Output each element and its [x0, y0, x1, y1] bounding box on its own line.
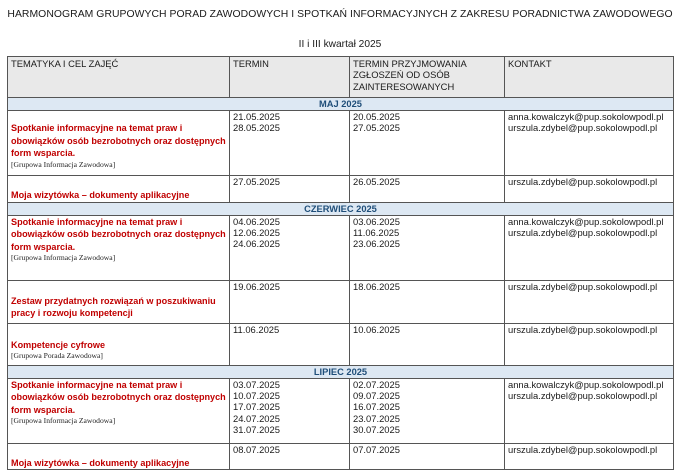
contact-email: anna.kowalczyk@pup.sokolowpodl.pl — [508, 111, 664, 122]
application-deadline: 07.07.2025 — [353, 443, 400, 455]
topic-cell — [8, 176, 230, 203]
column-header-contact: KONTAKT — [505, 57, 674, 98]
topic-cell — [8, 280, 230, 323]
topic-title: Spotkanie informacyjne na temat praw i obowiązków osób bezrobotnych oraz dostępnych form wsparcia. — [11, 216, 226, 252]
topic-form: [Grupowa Informacja Zawodowa] — [11, 253, 116, 263]
month-header: LIPIEC 2025 — [8, 365, 674, 378]
application-deadline: 11.06.2025 — [353, 227, 400, 238]
contact-email-cell — [505, 378, 674, 443]
session-date-cell — [230, 443, 350, 470]
contact-email: urszula.zdybel@pup.sokolowpodl.pl — [508, 443, 658, 455]
contact-email: urszula.zdybel@pup.sokolowpodl.pl — [508, 227, 658, 238]
month-header-row — [8, 98, 674, 111]
session-date: 17.07.2025 — [233, 401, 280, 413]
contact-email: anna.kowalczyk@pup.sokolowpodl.pl — [508, 215, 664, 227]
table-body — [8, 98, 674, 470]
column-header-topic: TEMATYKA I CEL ZAJĘĆ — [8, 57, 230, 98]
contact-email: urszula.zdybel@pup.sokolowpodl.pl — [508, 176, 658, 187]
contact-email: urszula.zdybel@pup.sokolowpodl.pl — [508, 323, 658, 335]
contact-email-cell — [505, 111, 674, 176]
contact-email: urszula.zdybel@pup.sokolowpodl.pl — [508, 122, 658, 134]
contact-email-cell — [505, 176, 674, 203]
session-date: 10.07.2025 — [233, 390, 280, 401]
table-row — [8, 280, 674, 323]
application-deadline: 09.07.2025 — [353, 390, 400, 401]
page-subtitle: II i III kwartał 2025 — [298, 39, 382, 50]
session-date: 11.06.2025 — [233, 323, 280, 335]
topic-title: Spotkanie informacyjne na temat praw i obowiązków osób bezrobotnych oraz dostępnych form wsparcia. — [11, 123, 226, 159]
application-deadline: 23.06.2025 — [353, 238, 400, 250]
session-date-cell — [230, 111, 350, 176]
topic-form: [Grupowa Informacja Zawodowa] — [11, 159, 116, 169]
application-deadline-cell — [350, 176, 505, 203]
session-date: 24.07.2025 — [233, 412, 280, 424]
topic-cell — [8, 378, 230, 443]
application-deadline-cell — [350, 378, 505, 443]
topic-cell — [8, 215, 230, 280]
table-row — [8, 215, 674, 280]
table-row — [8, 378, 674, 443]
topic-cell — [8, 111, 230, 176]
contact-email: anna.kowalczyk@pup.sokolowpodl.pl — [508, 378, 664, 390]
session-date-cell — [230, 176, 350, 203]
table-row — [8, 443, 674, 470]
contact-email-cell — [505, 443, 674, 470]
table-row — [8, 323, 674, 365]
contact-email-cell — [505, 215, 674, 280]
application-deadline-cell — [350, 111, 505, 176]
month-header-row — [8, 365, 674, 378]
session-date: 03.07.2025 — [233, 378, 280, 390]
topic-title: Kompetencje cyfrowe — [11, 339, 105, 350]
application-deadline-cell — [350, 443, 505, 470]
contact-email: urszula.zdybel@pup.sokolowpodl.pl — [508, 390, 658, 401]
session-date-cell — [230, 215, 350, 280]
column-header-date: TERMIN — [230, 57, 350, 98]
session-date-cell — [230, 280, 350, 323]
month-header-row — [8, 202, 674, 215]
application-deadline: 03.06.2025 — [353, 215, 400, 227]
application-deadline: 23.07.2025 — [353, 412, 400, 424]
session-date: 12.06.2025 — [233, 227, 280, 238]
table-row — [8, 176, 674, 203]
topic-title: Spotkanie informacyjne na temat praw i obowiązków osób bezrobotnych oraz dostępnych form wsparcia. — [11, 379, 226, 415]
contact-email: urszula.zdybel@pup.sokolowpodl.pl — [508, 280, 658, 292]
topic-form: [Grupowa Informacja Zawodowa] — [11, 416, 116, 426]
topic-form: [Grupowa Porada Zawodowa] — [11, 351, 103, 361]
topic-title: Moja wizytówka – dokumenty aplikacyjne — [11, 190, 190, 200]
session-date: 04.06.2025 — [233, 215, 280, 227]
application-deadline-cell — [350, 215, 505, 280]
topic-cell — [8, 323, 230, 365]
table-header-row — [8, 57, 674, 98]
application-deadline: 20.05.2025 — [353, 111, 400, 122]
session-date: 27.05.2025 — [233, 176, 280, 187]
schedule-table — [7, 56, 674, 470]
session-date-cell — [230, 378, 350, 443]
application-deadline-cell — [350, 280, 505, 323]
application-deadline: 18.06.2025 — [353, 280, 400, 292]
page-title: HARMONOGRAM GRUPOWYCH PORAD ZAWODOWYCH I SPOTKAŃ INFORMACYJNYCH Z ZAKRESU PORADNICTWA ZAWODOWEGO — [7, 9, 673, 20]
topic-title: Moja wizytówka – dokumenty aplikacyjne — [11, 457, 190, 468]
application-deadline: 02.07.2025 — [353, 378, 400, 390]
application-deadline: 26.05.2025 — [353, 176, 400, 187]
month-header: CZERWIEC 2025 — [8, 202, 674, 215]
application-deadline: 16.07.2025 — [353, 401, 400, 413]
session-date: 28.05.2025 — [233, 122, 280, 134]
application-deadline-cell — [350, 323, 505, 365]
application-deadline: 30.07.2025 — [353, 424, 400, 436]
topic-title: Zestaw przydatnych rozwiązań w poszukiwaniu pracy i rozwoju kompetencji — [11, 295, 216, 319]
session-date: 08.07.2025 — [233, 443, 280, 455]
session-date: 21.05.2025 — [233, 111, 280, 122]
column-header-deadline: TERMIN PRZYJMOWANIA ZGŁOSZEŃ OD OSÓB ZAINTERESOWANYCH — [350, 57, 505, 98]
month-header: MAJ 2025 — [8, 98, 674, 111]
topic-cell — [8, 443, 230, 470]
session-date-cell — [230, 323, 350, 365]
contact-email-cell — [505, 280, 674, 323]
session-date: 31.07.2025 — [233, 424, 280, 436]
session-date: 19.06.2025 — [233, 280, 280, 292]
contact-email-cell — [505, 323, 674, 365]
application-deadline: 27.05.2025 — [353, 122, 400, 134]
session-date: 24.06.2025 — [233, 238, 280, 250]
application-deadline: 10.06.2025 — [353, 323, 400, 335]
table-row — [8, 111, 674, 176]
